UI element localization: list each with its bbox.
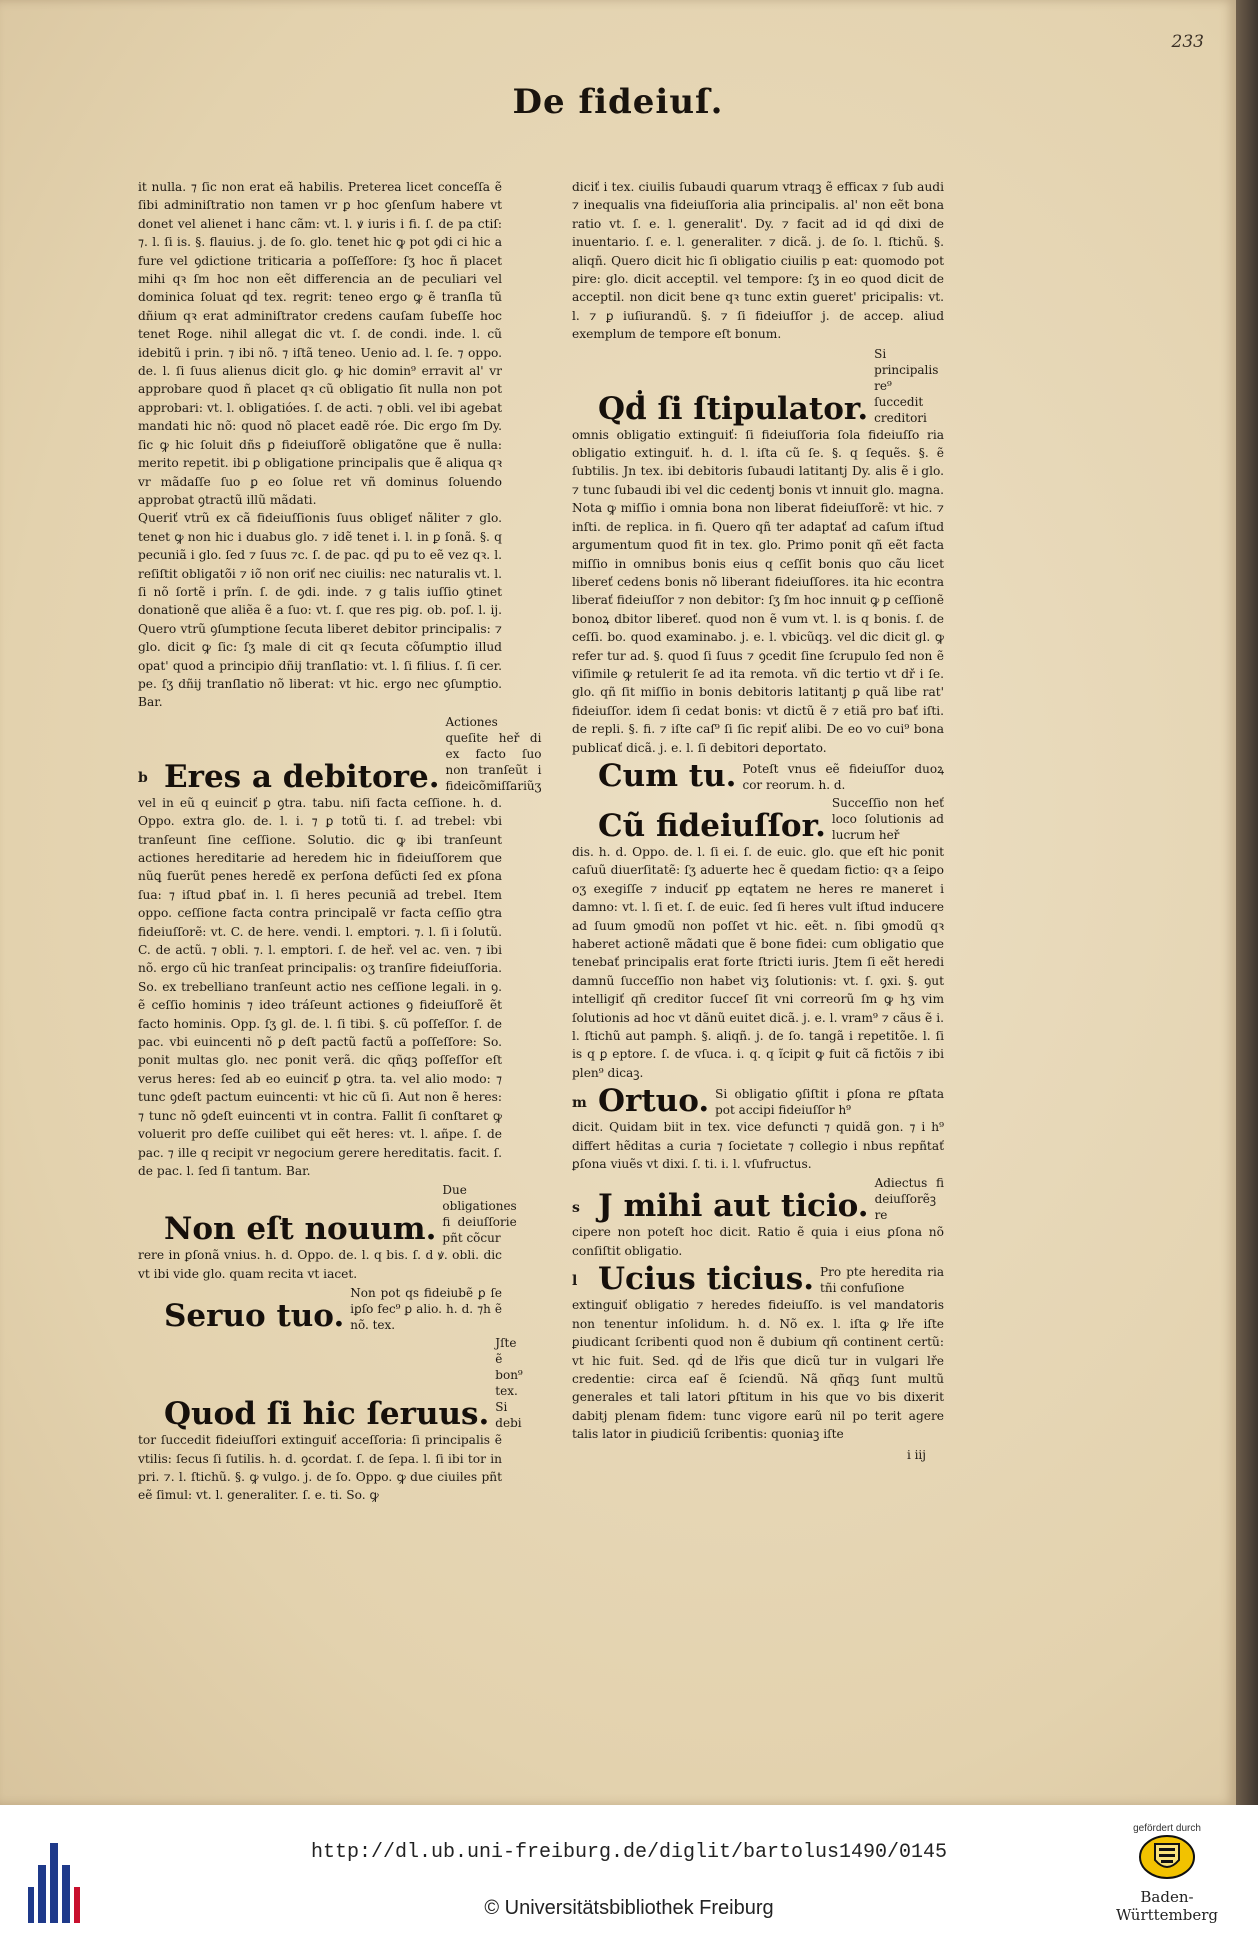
lemma-summary: Poteſt vnus eẽ fideiuſſor duoꝝ cor reorum. h. d. [742, 761, 944, 792]
lemma-rubric [138, 1285, 502, 1333]
lemma-heading: Ortuo. [598, 1083, 710, 1120]
text-paragraph: Queriť vtrũ ex cã fideiuſſionis ſuus obligeť nãliter ⁊ glo. tenet ꝙ non hic i duabus glo. ⁊ idẽ tenet i. l. in ꝑ ſonã. §. q pecuniã i glo. ſed ⁊ ſuus ⁊c. ſ. de pac. qḋ pu to eẽ vez qꝛ. l. reſiſtit obligatõi ⁊ iõ non oriť nec ciuilis: nec naturalis vt. l. ſi nõ ſortẽ i prĩn. ſ. de ꝯdi. inde. ⁊ g talis iuſſio ꝯtinet donationẽ que aliẽa ẽ a ſuo: vt. ſ. que res pig. ob. poſ. l. ij. Quero vtrũ ꝯſumptione ſecuta liberet debitor principalis: ⁊ glo. dicit ꝙ ſic: ſʒ male di cit qꝛ ſecuta cõſumptio illud opat' quod a principio dñij tranſlatio: vt. l. ſi filius. ſ. ſi cer. pe. ſʒ dñij tranſlatio nõ liberat: vt hic. ergo nec ꝯſumptio. Bar. [138, 511, 502, 710]
state-seal-icon [1138, 1834, 1196, 1880]
lemma-heading: J mihi aut ticio. [598, 1188, 869, 1225]
lemma-rubric [572, 795, 944, 843]
lemma-rubric [572, 1175, 944, 1223]
document-url[interactable]: http://dl.ub.uni-freiburg.de/diglit/bartolus1490/0145 [310, 1841, 948, 1864]
text-paragraph: diciť i tex. ciuilis ſubaudi quarum vtraqꝫ ẽ efficax ⁊ ſub audi ⁊ inequalis vna fideiuſſoria alia principalis. al' non eẽt bona ratio vt. ſ. e. l. generalit'. Dy. ⁊ facit ad id qḋ dixi de inuentario. ſ. e. l. generaliter. ⁊ dicã. j. de ſo. l. ſtichũ. §. aliqñ. Quero dicit hic ſi obligatio ciuilis p eat: quomodo pot pire: glo. dicit acceptil. vel tempore: ſʒ in eo quod dicit de acceptil. non dicit bene qꝛ tunc extin gueret' pricipalis: vt. l. ⁊ ꝑ iuſiurandũ. §. ⁊ ſi fideiuſſor j. de accep. aliud exemplum de tempore eſt bonum. [572, 180, 944, 342]
marginal-letter: m [572, 1094, 587, 1111]
lemma-rubric [138, 1182, 517, 1248]
copyright-notice: © Universitätsbibliothek Freiburg [484, 1897, 774, 1919]
marginal-letter [572, 420, 598, 426]
text-paragraph: tor ſuccedit fideiuſſori extinguiť acceſſoria: ſi principalis ẽ vtilis: ſecus ſi ſutilis. h. d. ꝯcordat. ſ. de ſepa. l. ſi ibi tor in pri. ⁊. l. ſtichũ. §. ꝙ vulgo. j. de ſo. Oppo. ꝙ due ciuiles pñt eẽ ſimul: vt. l. generaliter. ſ. e. ti. So. ꝙ [138, 1433, 502, 1503]
lemma-heading: Cum tu. [598, 757, 737, 794]
text-paragraph: cipere non poteſt hoc dicit. Ratio ẽ quia i eius ꝑſona nõ conſiſtit obligatio. [572, 1225, 944, 1258]
sponsor-block [1092, 1823, 1242, 1924]
lemma-rubric [572, 1262, 944, 1296]
lemma-summary: Due obligationes fi deiuſſorie pñt cõcur [442, 1183, 517, 1246]
signature-mark: i iij [906, 1447, 926, 1462]
lemma-rubric [138, 714, 542, 795]
right-column [572, 178, 944, 1464]
lemma-heading: Cũ fideiuſſor. [598, 807, 826, 844]
marginal-letter: s [572, 1200, 580, 1217]
text-paragraph: omnis obligatio extinguiť: ſi fideiuſſoria ſola fideiuſſo ria obligatio extinguiť. h. d. l. iſta cũ ſe. §. q ſequẽs. §. ẽ ſubtilis. Jn tex. ibi debitoris ſubaudi latitantj Dy. alis ẽ i glo. ⁊ tunc ſubaudi ibi vel dic cedentj bonis vt innuit glo. magna. Nota ꝙ miſſio i omnia bona non liberat fideiuſſorẽ: vt hic. ⁊ inſti. de replica. in fi. Quero qñ ter adaptať ad caſum iſtud argumentum quod fit in tex. glo. Primo ponit qñ eẽt facta miſſio in omnibus bonis eius q ceſſit bonis quo cãu licet libereť cedens bonis nõ liberant fideiuſſores. ita hic econtra liberať fideiuſſor ⁊ non debitor: ſʒ ſm hoc innuit ꝙ ꝑ ceſſionẽ bonoꝝ dbitor libereť. quod non ẽ vum vt. l. is q bonis. ſ. de ceſſi. bo. quod examinabo. j. e. l. vbicũqꝫ. vel dic dicit gl. ꝙ refer tur ad. §. quod ſi ſuus ⁊ ꝯcedit ſine ſcrupulo ſed non ẽ viſimile ꝙ retulerit ſe ad ita remota. vñ dic tertio vt dř i ſe. glo. qñ ſit miſſio in bonis debitoris latitantj ꝑ quã libe rat' fideiuſſor. idem ſi cedat bonis: vt dictũ ẽ ⁊ etiã pro bať iſti. de repli. §. fi. ⁊ iſte caſ⁹ ſi ſic repiť alibi. De eo vo cui⁹ bona publicať dicã. j. e. l. ſi debitori deportato. [572, 427, 944, 755]
lemma-summary: Si principalis re⁹ ſuccedit creditori [874, 346, 939, 425]
sponsor-caption: gefördert durch [1133, 1823, 1201, 1834]
lemma-rubric [572, 1084, 944, 1118]
marginal-letter [572, 787, 598, 793]
lemma-summary: Pro pte heredita ria tñi confuſione [820, 1265, 944, 1296]
lemma-rubric [138, 1335, 523, 1433]
text-paragraph: vel in eũ q euinciť ꝑ ꝯtra. tabu. niſi facta ceſſione. h. d. Oppo. extra glo. de. l. i. ⁊ ꝑ totũ ti. ſ. ad trebel: vbi tranſeunt ſine ceſſione. Solutio. dic ꝙ ibi tranſeunt actiones hereditarie ad heredem hic in fideiuſſorem que nũꝗ fuerũt penes heredẽ ex perſona defũcti ſed ex ꝑſona ſua: ⁊ iſtud ꝑbať in. l. ſi heres pecuniã ad trebel. Item oppo. ceſſione facta contra principalẽ vr facta ceſſio ꝯtra fideiuſſorẽ: vt. C. de here. vendi. l. emptori. ⁊. l. ſi i ſolutũ. C. de actũ. ⁊ obli. ⁊. l. emptori. ſ. de heř. vel ac. ven. ⁊ ibi nõ. ergo cũ hic tranſeat principalis: oʒ tranſire fideiuſſoria. So. ex trebelliano tranſeunt actio nes ceſſione legali. in ꝯ. ẽ ceſſio hominis ⁊ ideo tráſeunt actiones ꝯ fideiuſſorẽ ẽt facto hominis. Opp. ſʒ gl. de. l. ſi tibi. §. cũ poſſeſſor. ſ. de pac. vbi euincenti nõ ꝑ deſt pactũ factũ a poſſeſſore: So. ponit multas glo. nec ponit verã. dic qñqꝫ poſſeſſor eſt verus heres: ſed ab eo euinciť ꝑ ꝯtra. ta. vel alio modo: ⁊ tunc ꝯdeſt pactum euincenti: vt hic cũ ſi. Aut non ẽ heres: ⁊ tunc nõ ꝯdeſt euincenti vt in contra. Fallit ſi conſtaret ꝙ voluerit pro deſſe cuilibet qui eẽt heres: vt. l. añpe. ſ. de pac. ⁊ ille q recipit vr negocium gerere hereditatis. facit. ſ. de pac. l. ſed ſi tantum. Bar. [138, 795, 502, 1178]
marginal-letter: b [138, 770, 148, 787]
viewer-footer [0, 1805, 1258, 1953]
lemma-summary: Adiectus fi deiuſſorẽꝫ re [874, 1176, 944, 1223]
marginal-letter: l [572, 1272, 578, 1289]
lemma-summary: Non pot qs fideiubẽ ꝑ ſe iꝑſo fec⁹ ꝑ alio. h. d. ⁊h ẽ nõ. tex. [350, 1286, 502, 1333]
marginal-letter [138, 1327, 164, 1333]
lemma-rubric [572, 759, 944, 793]
lemma-summary: Jſte ẽ bon⁹ tex. Si debi [495, 1336, 523, 1431]
sponsor-name: Baden-Württemberg [1115, 1888, 1219, 1924]
lemma-heading: Non eſt nouum. [164, 1211, 437, 1248]
folio-number: 233 [1171, 32, 1204, 52]
text-paragraph: dicit. Quidam biit in tex. vice defuncti ⁊ quidã gon. ⁊ i h⁹ differt hẽditas a curia ⁊ ſocietate ⁊ collegio i nbus repñtať ꝑſona viuẽs vt dixi. ſ. ti. i. l. vſufructus. [572, 1120, 944, 1172]
lemma-heading: Eres a debitore. [164, 758, 440, 795]
lemma-summary: Succeſſio non heť loco ſolutionis ad lucrum heř [831, 795, 944, 842]
lemma-heading: Qḋ ſi ſtipulator. [598, 390, 869, 427]
text-paragraph: extinguiť obligatio ⁊ heredes fideiuſſo. is vel mandatoris non tenentur inſolidum. h. d. Nõ ex. l. iſta ꝙ lře iſte ꝑiudicant ſcribenti quod non ẽ dubium qñ continent certũ: vt hic fuit. Sed. qḋ de lřis que dicũ tur in vulgari lře credentie: circa eaſ ẽ ſciendũ. Nã qñqꝫ ſunt multũ generales et tali latori ꝑſtitum in his que vo bis dixerit dabitj plenam fidem: tunc vigore earũ nil po terit agere talis lator in ꝑiudiciũ ſcribentis: quoniaꝫ iſte [572, 1298, 944, 1442]
lemma-rubric [572, 346, 944, 426]
running-head: De fideiuſ. [512, 82, 724, 122]
lemma-heading: Quod ſi hic ſeruus. [164, 1396, 490, 1433]
text-paragraph: it nulla. ⁊ ſic non erat eã habilis. Preterea licet conceſſa ẽ ſibi adminiſtratio non tamen vr ꝑ hoc ꝯſenſum habere vt donet vel alienet i hanc cãm: vt. l. ꝟ iuris i fi. ſ. de pa ctiſ: ⁊. l. ſi is. §. flauius. j. de ſo. glo. tenet hic ꝙ pot ꝯdi ci hic a fure vel ꝯdictione triticaria a poſſeſſore: ſʒ hoc ñ placet mihi qꝛ ſm hoc non eẽt differencia an de peculiari vel dominica ſoluat qḋ tex. regrit: teneo ergo ꝙ ẽ tranſla tũ dñium qꝛ erat adminiſtrator credens cauſam ſubeſſe hoc tenet Roge. nihil allegat dic vt. ſ. de condi. inde. l. cũ idebitũ i prin. ⁊ ibi nõ. ⁊ iſtã teneo. Uenio ad. l. ſe. ⁊ oppo. de. l. ſi ſuus alienus dicit glo. ꝙ hic domin⁹ erravit al' vr approbare quod ñ placet qꝛ cũ obligatio ſit nulla non pot approbari: vt. l. obligatióes. ſ. de acti. ⁊ obli. vel ibi agebat mandati hic nõ: quod nõ placet eadẽ róe. Dic ergo ſm Dy. ſic ꝙ hic ſoluit dñs ꝑ fideiuſſorẽ obligatõne que ẽ nulla: merito repetit. ibi ꝑ obligatione principalis que ẽ aliqua qꝛ vr mãdaſſe ſuo ꝑ eo ſolue ret vñ dominus ſoluendo approbat ꝯtractũ illũ mãdati. [138, 180, 502, 507]
lemma-summary: Actiones queſite heř di ex facto ſuo non tranſeũt i fideicõmiſſariũʒ [445, 714, 542, 793]
page-edge-shadow [1236, 0, 1258, 1805]
lemma-summary: Si obligatio ꝯſiſtit i ꝑſona re ꝑſtata pot accipi fideiuſſor h⁹ [715, 1087, 944, 1118]
text-paragraph: rere in ꝑſonã vnius. h. d. Oppo. de. l. q bis. ſ. d ꝟ. obli. dic vt ibi vide glo. quam recita vt iacet. [138, 1248, 502, 1281]
left-column [138, 178, 542, 1505]
text-paragraph: dis. h. d. Oppo. de. l. ſi ei. ſ. de euic. glo. que eſt hic ponit caſuũ diuerſitatẽ: ſʒ aduerte hec ẽ quedam fictio: qꝛ a ſeiꝑo oʒ exegiſſe ⁊ induciť ꝑp eqtatem ne heres re maneret i damno: vt. l. ſi et. ſ. de euic. ſed ſi heres vult iſtud inducere ad ſuum ꝯmodũ non poſſet vt hic. eẽt. n. ſibi ꝯmodũ qꝛ haberet actionẽ mãdati que ẽ bone fidei: cum obligatio que tenebať principalis erat forte ſtricti iuris. Jtem ſi eẽt heredi damnũ ſucceſſio non habet viʒ ſolutionis: vt. ſ. ꝯxi. §. ꝯut intelligiť qñ creditor ſucceſ ſit vni correorũ ſm ꝙ hʒ vim ſolutionis ad hoc vt dãnũ euitet dicã. j. e. l. vram⁹ ⁊ cãus ẽ i. l. ſtichũ aut pamph. §. aliqñ. j. de ſo. tangã i repetitõe. l. ſi is q ꝑ eptore. ſ. de vſuca. i. q. q ĩcipit ꝙ fuit cã fictõis ⁊ ibi plen⁹ dicaꝫ. [572, 844, 944, 1080]
lemma-heading: Seruo tuo. [164, 1298, 345, 1335]
lemma-heading: Ucius ticius. [598, 1261, 815, 1298]
